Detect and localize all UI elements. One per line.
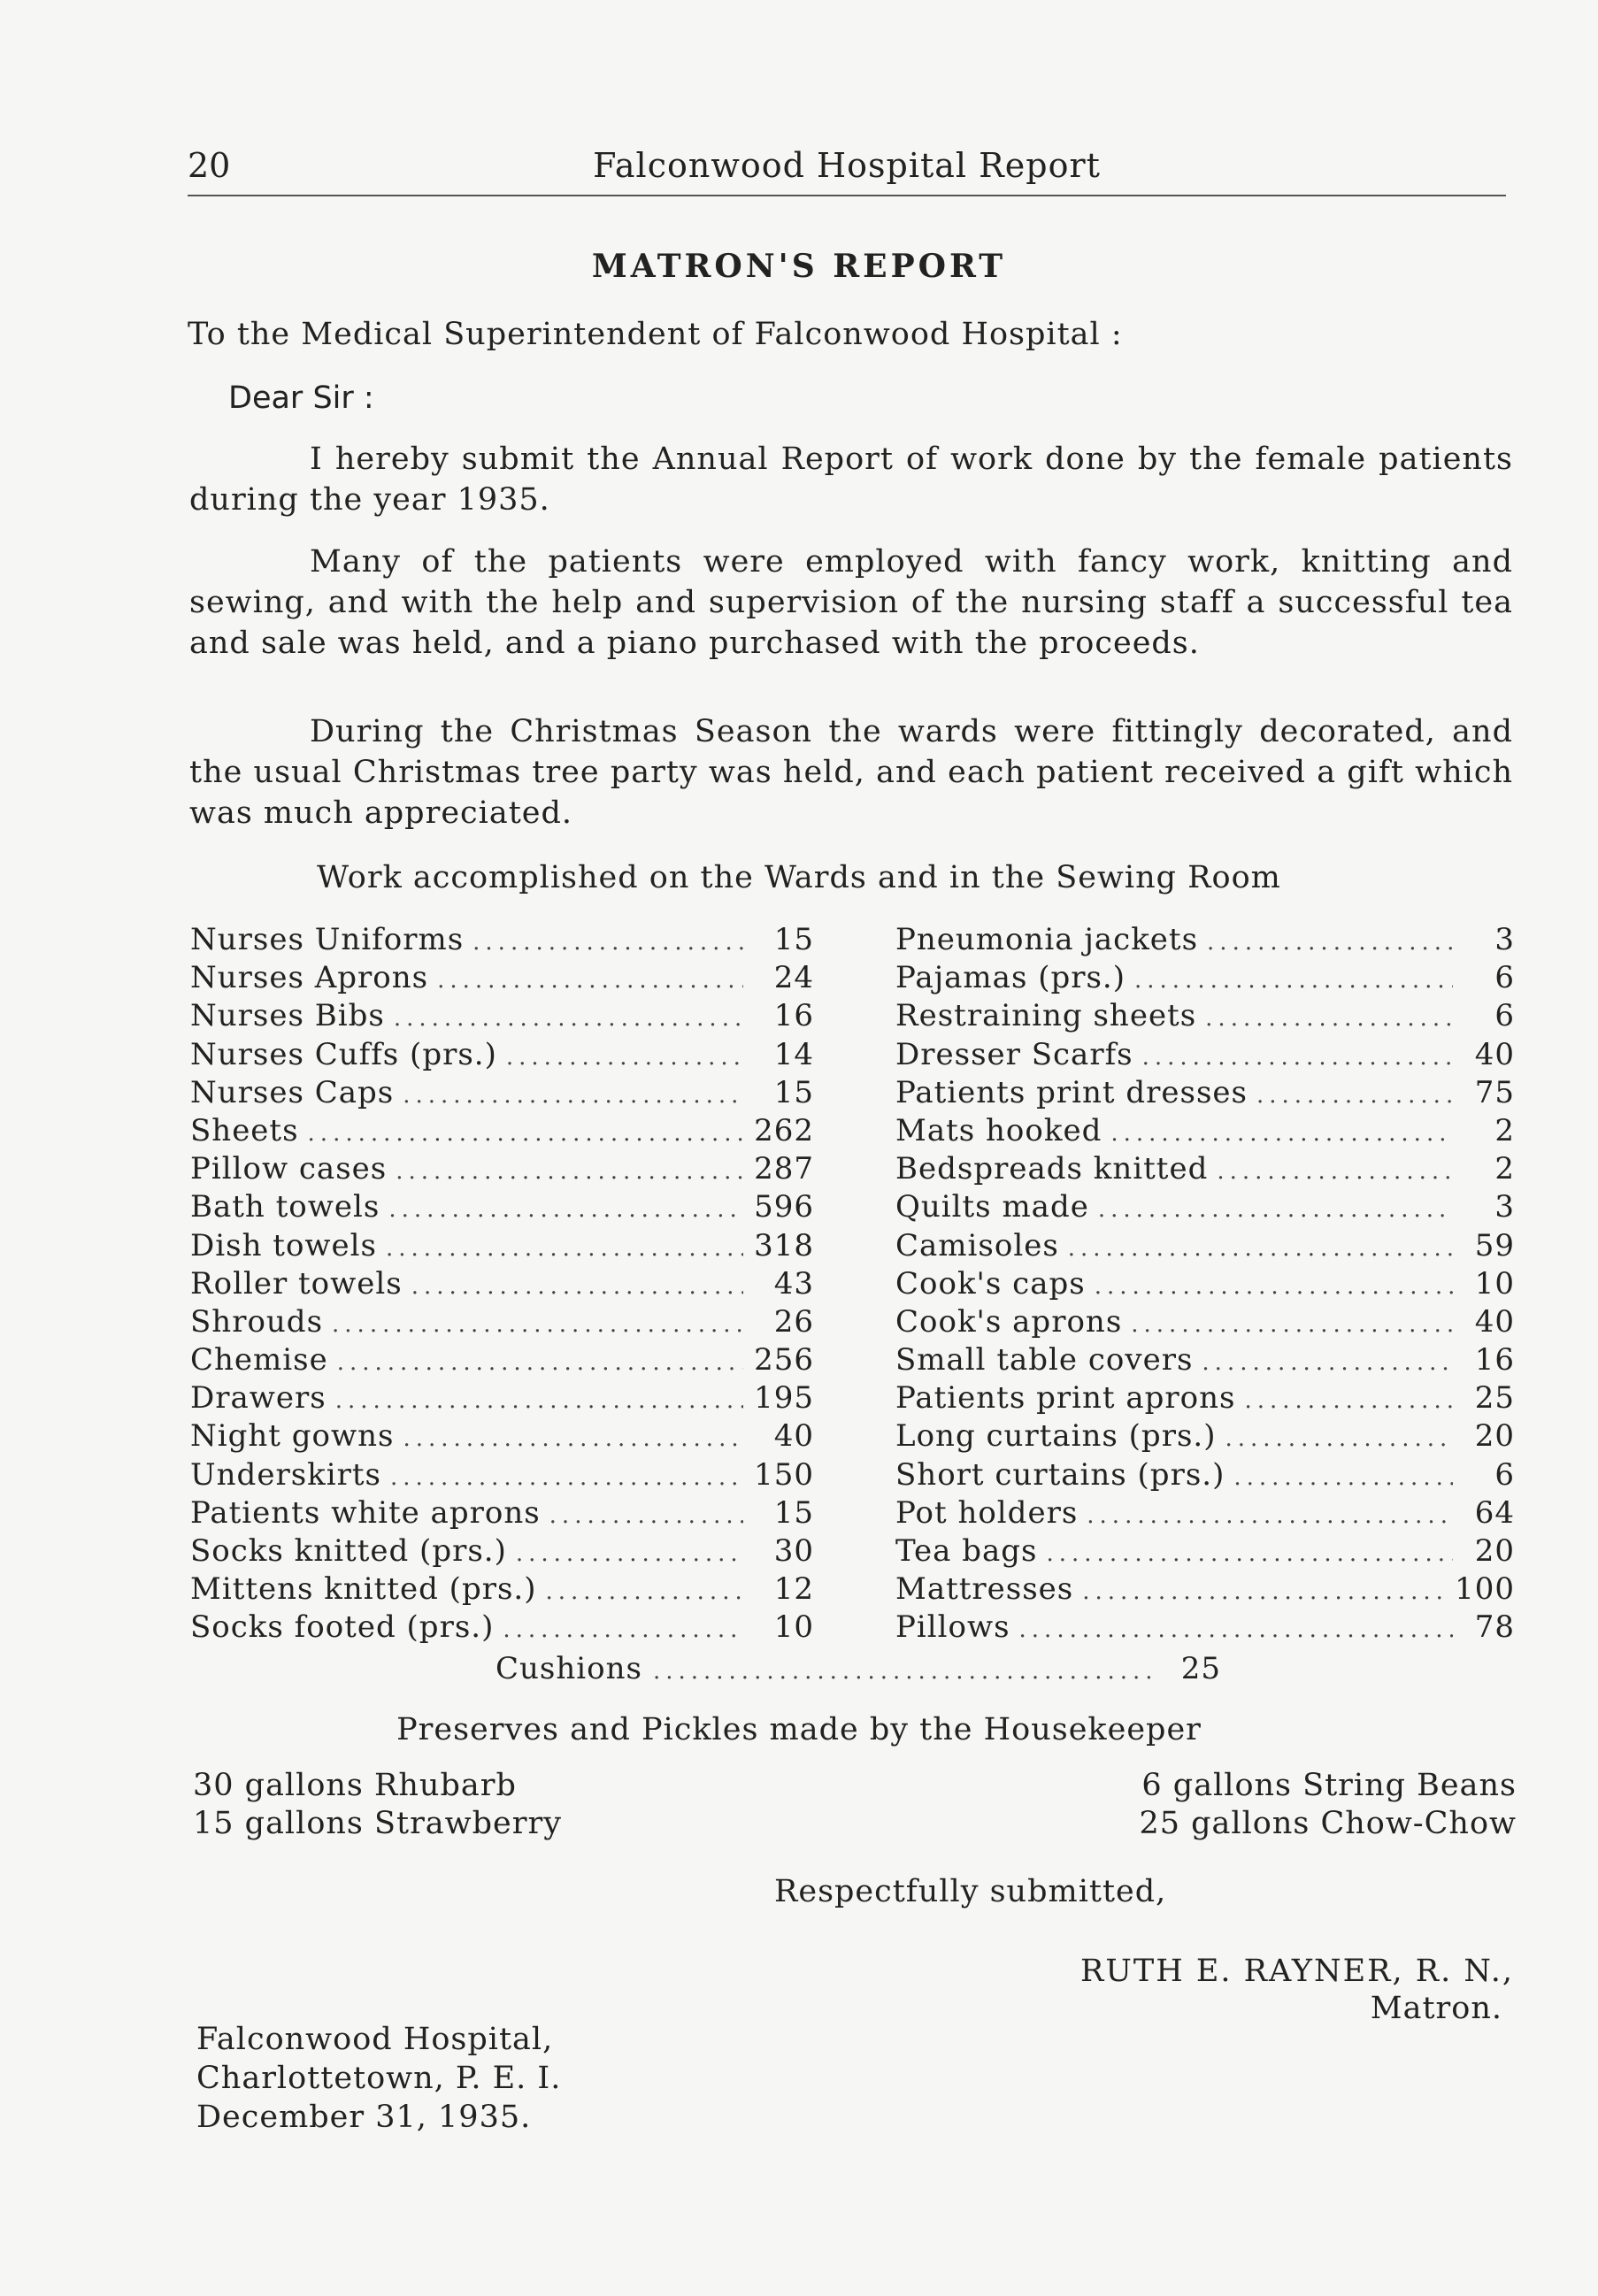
work-row xyxy=(190,1151,814,1189)
item-name: Long curtains (prs.) xyxy=(895,1418,1217,1455)
dot-leader xyxy=(335,1387,743,1414)
work-row xyxy=(190,1189,814,1227)
item-name: Chemise xyxy=(190,1342,328,1378)
item-qty: 20 xyxy=(1474,1533,1515,1569)
address-line-1: Falconwood Hospital, xyxy=(196,2022,554,2057)
item-name: Mittens knitted (prs.) xyxy=(190,1571,537,1608)
dot-leader xyxy=(516,1540,743,1567)
closing-text: Respectfully submitted, xyxy=(774,1874,1167,1909)
item-qty: 318 xyxy=(754,1227,814,1263)
item-name: Nurses Caps xyxy=(190,1074,395,1110)
item-name: Socks knitted (prs.) xyxy=(190,1533,507,1569)
dot-leader xyxy=(1205,1005,1453,1032)
dot-leader xyxy=(337,1349,743,1376)
item-qty: 25 xyxy=(1474,1380,1515,1417)
item-name: Cook's aprons xyxy=(895,1303,1123,1340)
signature-name: RUTH E. RAYNER, R. N., xyxy=(1080,1954,1514,1989)
item-qty: 6 xyxy=(1494,998,1515,1034)
work-row xyxy=(190,1304,814,1342)
work-list-left xyxy=(190,922,814,1648)
address-line-3: December 31, 1935. xyxy=(196,2100,532,2135)
dot-leader xyxy=(549,1502,743,1529)
item-qty: 287 xyxy=(754,1151,814,1187)
item-name: Patients white aprons xyxy=(190,1494,541,1531)
work-row xyxy=(895,998,1515,1036)
dot-leader xyxy=(390,1464,743,1491)
work-row xyxy=(190,960,814,998)
item-name: Nurses Uniforms xyxy=(190,922,465,957)
item-name: Night gowns xyxy=(190,1418,395,1455)
work-row xyxy=(190,1228,814,1266)
work-row xyxy=(190,1571,814,1609)
dot-leader xyxy=(411,1273,743,1300)
signature-title: Matron. xyxy=(1370,1991,1502,2026)
item-qty: 16 xyxy=(1474,1342,1515,1378)
item-qty: 15 xyxy=(773,922,814,957)
page-number: 20 xyxy=(188,146,231,185)
dot-leader xyxy=(403,1082,743,1109)
dot-leader xyxy=(437,967,743,994)
dot-leader xyxy=(1256,1082,1453,1109)
item-qty: 15 xyxy=(773,1074,814,1110)
item-name: Pillow cases xyxy=(190,1151,388,1187)
item-qty: 24 xyxy=(773,960,814,996)
paragraph-3: During the Christmas Season the wards were fittingly decorated, and the usual Christmas tree party was held, and each patient received a gift which was much appreciated. xyxy=(189,714,1513,831)
work-row xyxy=(190,1418,814,1456)
item-name: Tea bags xyxy=(895,1533,1038,1569)
item-name: Bedspreads knitted xyxy=(895,1151,1209,1187)
dot-leader xyxy=(1217,1158,1453,1185)
work-row xyxy=(190,1342,814,1380)
item-name: Nurses Bibs xyxy=(190,998,385,1034)
item-qty: 25 xyxy=(1180,1651,1221,1686)
dot-leader xyxy=(1098,1196,1453,1223)
work-row xyxy=(895,960,1515,998)
salutation: Dear Sir : xyxy=(228,380,374,416)
work-row xyxy=(190,922,814,960)
paragraph-2: Many of the patients were employed with fancy work, knitting and sewing, and with the help and supervision of the nursing staff a successful tea and sale was held, and a piano purchased with the proceeds. xyxy=(189,544,1513,661)
work-row xyxy=(190,1457,814,1495)
item-name: Cushions xyxy=(496,1651,642,1686)
dot-leader xyxy=(1142,1044,1453,1071)
item-qty: 43 xyxy=(773,1265,814,1302)
dot-leader xyxy=(396,1158,743,1185)
work-row xyxy=(190,1266,814,1304)
item-qty: 10 xyxy=(773,1609,814,1646)
preserve-item: 6 gallons String Beans xyxy=(1141,1768,1517,1803)
item-name: Drawers xyxy=(190,1380,327,1417)
work-row xyxy=(190,1609,814,1647)
item-name: Mattresses xyxy=(895,1571,1074,1608)
item-qty: 26 xyxy=(773,1303,814,1340)
item-name: Shrouds xyxy=(190,1303,324,1340)
dot-leader xyxy=(394,1005,743,1032)
work-row xyxy=(895,1457,1515,1495)
work-row xyxy=(895,1304,1515,1342)
item-name: Socks footed (prs.) xyxy=(190,1609,495,1646)
dot-leader xyxy=(1082,1578,1446,1605)
work-row xyxy=(895,1151,1515,1189)
item-name: Patients print aprons xyxy=(895,1380,1236,1417)
dot-leader xyxy=(1068,1235,1453,1262)
report-title: MATRON'S REPORT xyxy=(591,248,1007,285)
item-name: Dresser Scarfs xyxy=(895,1036,1133,1072)
dot-leader xyxy=(1244,1387,1453,1414)
item-qty: 40 xyxy=(1474,1036,1515,1072)
item-qty: 2 xyxy=(1494,1112,1515,1148)
work-list-right xyxy=(895,922,1515,1648)
work-row xyxy=(895,1495,1515,1533)
work-row xyxy=(895,1228,1515,1266)
item-name: Short curtains (prs.) xyxy=(895,1456,1225,1493)
dot-leader xyxy=(506,1044,743,1071)
item-qty: 59 xyxy=(1474,1227,1515,1263)
dot-leader xyxy=(653,1658,1157,1685)
item-qty: 78 xyxy=(1474,1609,1515,1646)
work-row xyxy=(895,1075,1515,1113)
item-qty: 14 xyxy=(773,1036,814,1072)
dot-leader xyxy=(1233,1464,1453,1491)
header-rule xyxy=(188,195,1506,196)
preserve-item: 25 gallons Chow-Chow xyxy=(1139,1806,1517,1841)
item-qty: 40 xyxy=(1474,1303,1515,1340)
item-qty: 12 xyxy=(773,1571,814,1608)
work-row xyxy=(895,1189,1515,1227)
item-name: Bath towels xyxy=(190,1189,380,1225)
work-row xyxy=(895,1609,1515,1647)
dot-leader xyxy=(1047,1540,1454,1567)
item-name: Cook's caps xyxy=(895,1265,1086,1302)
item-name: Roller towels xyxy=(190,1265,403,1302)
work-row xyxy=(190,998,814,1036)
item-qty: 20 xyxy=(1474,1418,1515,1455)
work-row xyxy=(895,1037,1515,1075)
item-qty: 2 xyxy=(1494,1151,1515,1187)
address-line-2: Charlottetown, P. E. I. xyxy=(196,2061,562,2096)
dot-leader xyxy=(386,1235,743,1262)
work-row xyxy=(895,922,1515,960)
item-name: Pneumonia jackets xyxy=(895,922,1199,957)
dot-leader xyxy=(308,1120,743,1147)
addressee: To the Medical Superintendent of Falconwood Hospital : xyxy=(188,317,1123,352)
item-name: Nurses Aprons xyxy=(190,960,429,996)
item-qty: 64 xyxy=(1474,1494,1515,1531)
dot-leader xyxy=(1225,1425,1453,1452)
dot-leader xyxy=(332,1311,743,1338)
work-row xyxy=(895,1533,1515,1571)
item-name: Camisoles xyxy=(895,1227,1059,1263)
item-qty: 262 xyxy=(754,1112,814,1148)
work-row xyxy=(190,1075,814,1113)
item-name: Mats hooked xyxy=(895,1112,1102,1148)
item-qty: 195 xyxy=(754,1380,814,1417)
item-qty: 6 xyxy=(1494,1456,1515,1493)
item-qty: 6 xyxy=(1494,960,1515,996)
item-name: Dish towels xyxy=(190,1227,377,1263)
item-qty: 3 xyxy=(1494,922,1515,957)
item-name: Sheets xyxy=(190,1112,299,1148)
dot-leader xyxy=(1095,1273,1453,1300)
dot-leader xyxy=(503,1616,743,1643)
item-qty: 100 xyxy=(1455,1571,1515,1608)
work-row xyxy=(895,1113,1515,1151)
item-qty: 40 xyxy=(773,1418,814,1455)
work-row xyxy=(895,1418,1515,1456)
work-row xyxy=(190,1380,814,1418)
dot-leader xyxy=(1131,1311,1453,1338)
work-row xyxy=(895,1342,1515,1380)
dot-leader xyxy=(1019,1616,1453,1643)
item-name: Pot holders xyxy=(895,1494,1079,1531)
dot-leader xyxy=(388,1196,743,1223)
item-qty: 75 xyxy=(1474,1074,1515,1110)
preserve-item: 30 gallons Rhubarb xyxy=(193,1768,517,1803)
running-title: Falconwood Hospital Report xyxy=(593,146,1101,185)
item-name: Patients print dresses xyxy=(895,1074,1248,1110)
dot-leader xyxy=(1087,1502,1453,1529)
dot-leader xyxy=(1134,967,1453,994)
item-name: Pillows xyxy=(895,1609,1010,1646)
dot-leader xyxy=(545,1578,743,1605)
item-qty: 596 xyxy=(754,1189,814,1225)
item-name: Nurses Cuffs (prs.) xyxy=(190,1036,497,1072)
item-qty: 10 xyxy=(1474,1265,1515,1302)
dot-leader xyxy=(1110,1120,1453,1147)
work-row xyxy=(190,1495,814,1533)
item-qty: 150 xyxy=(754,1456,814,1493)
work-row xyxy=(190,1533,814,1571)
item-qty: 256 xyxy=(754,1342,814,1378)
item-name: Small table covers xyxy=(895,1342,1194,1378)
dot-leader xyxy=(1207,929,1453,956)
cushions-row xyxy=(496,1651,1221,1686)
work-row xyxy=(895,1571,1515,1609)
paragraph-1: I hereby submit the Annual Report of work done by the female patients during the year 1935. xyxy=(189,442,1513,518)
work-row xyxy=(190,1113,814,1151)
item-qty: 3 xyxy=(1494,1189,1515,1225)
preserves-heading: Preserves and Pickles made by the Housekeeper xyxy=(396,1712,1202,1747)
work-row xyxy=(895,1266,1515,1304)
preserve-item: 15 gallons Strawberry xyxy=(193,1806,562,1841)
dot-leader xyxy=(472,929,743,956)
item-name: Restraining sheets xyxy=(895,998,1197,1034)
item-qty: 16 xyxy=(773,998,814,1034)
item-name: Quilts made xyxy=(895,1189,1089,1225)
dot-leader xyxy=(1202,1349,1453,1376)
work-heading: Work accomplished on the Wards and in the Sewing Room xyxy=(317,860,1281,895)
running-head xyxy=(188,146,1506,190)
dot-leader xyxy=(403,1425,743,1452)
item-qty: 15 xyxy=(773,1494,814,1531)
item-qty: 30 xyxy=(773,1533,814,1569)
item-name: Pajamas (prs.) xyxy=(895,960,1126,996)
work-row xyxy=(895,1380,1515,1418)
work-row xyxy=(190,1037,814,1075)
item-name: Underskirts xyxy=(190,1456,381,1493)
